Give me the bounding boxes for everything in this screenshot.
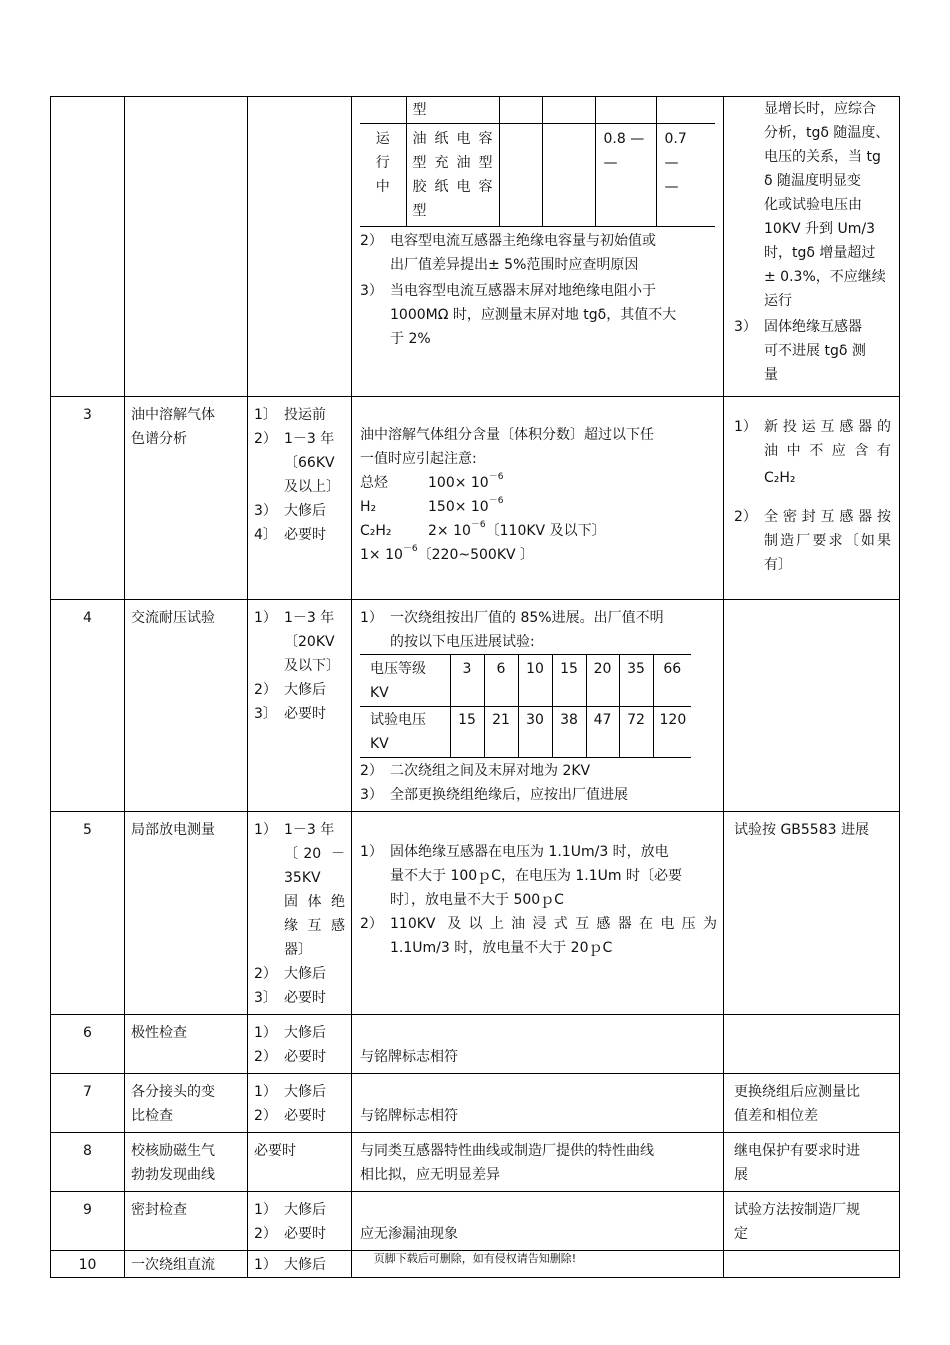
text-line: 35KV: [284, 870, 321, 886]
text-line: 〔20KV: [284, 634, 335, 650]
test-voltage-header: [360, 707, 450, 758]
list-marker: 1）: [254, 610, 277, 626]
text-line: 运行: [764, 293, 792, 309]
tgdelta-table: [360, 97, 715, 227]
list-marker: 2）: [254, 682, 277, 698]
text-line: 电容型电流互感器主绝缘电容量与初始值或: [390, 233, 656, 249]
test-items-table: [50, 96, 900, 1278]
list-item: [734, 315, 891, 387]
cell-num: 7: [51, 1074, 125, 1133]
list-marker: 2）: [254, 1226, 277, 1242]
text-line: 色谱分析: [131, 431, 187, 447]
cell-note: [724, 397, 900, 600]
cell-note: [724, 1015, 900, 1074]
text-line: —: [664, 179, 679, 195]
voltage-level-header: [360, 655, 450, 707]
page-footer: 页脚下载后可删除，如有侵权请告知删除!: [373, 1252, 577, 1265]
requirement-list: [360, 840, 717, 960]
text-line: ± 0.3%，不应继续: [764, 269, 886, 285]
text-line: 必要时: [284, 527, 326, 543]
gas-exponent: －6: [488, 472, 504, 482]
cell-cycle: [248, 97, 352, 397]
list-item: [254, 523, 345, 547]
text-line: 大修后: [284, 1257, 326, 1273]
cell-name: 极性检查: [125, 1015, 248, 1074]
text-line: 时，tgδ 增量超过: [764, 245, 876, 261]
text-line: 定: [734, 1226, 748, 1242]
list-item: [360, 229, 717, 277]
test-voltage-cell: 120: [653, 707, 691, 758]
text-line: 各分接头的变: [131, 1084, 215, 1100]
text-line: 器〕: [284, 942, 312, 958]
cycle-list: [254, 403, 345, 547]
list-item: [254, 499, 345, 523]
cell-num: 3: [51, 397, 125, 600]
cell-cycle: [248, 397, 352, 600]
inner-cell: [542, 124, 595, 227]
voltage-level-cell: 10: [518, 655, 552, 707]
cycle-list: [254, 1021, 345, 1069]
list-marker: 1）: [254, 1257, 277, 1273]
text-line: 展: [734, 1167, 748, 1183]
list-item: [254, 606, 345, 678]
text-line: 必要时: [284, 1226, 326, 1242]
list-item: [360, 606, 717, 654]
text-line: 必要时: [284, 990, 326, 1006]
text-line: 显增长时，应综合: [764, 101, 876, 117]
text-line: 化或试验电压由: [764, 197, 862, 213]
text-line: 量: [764, 367, 778, 383]
text-line: 缘互感: [284, 918, 345, 934]
inner-cell: [360, 97, 406, 124]
text-line: 制造厂要求〔如果: [764, 533, 891, 549]
list-marker: 1）: [254, 822, 277, 838]
cell-note: [724, 1192, 900, 1251]
text-line: 时〕，放电量不大于 500ｐC: [390, 892, 564, 908]
list-item: [254, 1222, 345, 1246]
gas-row: [360, 543, 717, 567]
inner-cell: [499, 97, 542, 124]
list-marker: 1）: [254, 1202, 277, 1218]
cycle-list: [254, 818, 345, 1010]
list-marker: 2）: [360, 233, 383, 249]
text-line: 电压等级: [370, 661, 426, 677]
text-line: 可不进展 tgδ 测: [764, 343, 866, 359]
cycle-list: [254, 1080, 345, 1128]
cell-cycle: [248, 1192, 352, 1251]
list-marker: 1）: [254, 1084, 277, 1100]
text-line: 大修后: [284, 503, 326, 519]
text-line: 0.7: [664, 131, 687, 147]
gas-row: [360, 471, 717, 495]
text-line: 新投运互感器的: [764, 419, 891, 435]
text-line: 固体绝: [284, 894, 345, 910]
list-item: [360, 759, 717, 783]
list-item: [254, 818, 345, 962]
cell-requirement: [352, 1192, 724, 1251]
cell-name: [125, 1133, 248, 1192]
list-marker: 4〕: [254, 527, 277, 543]
text-line: 全部更换绕组绝缘后，应按出厂值进展: [390, 787, 628, 803]
list-item: [254, 1080, 345, 1104]
list-item: [254, 1021, 345, 1045]
list-marker: 1〕: [254, 407, 277, 423]
test-voltage-cell: 38: [552, 707, 586, 758]
list-item: [360, 912, 717, 960]
list-marker: 3）: [360, 787, 383, 803]
text-line: 1.1Um/3 时，放电量不大于 20ｐC: [390, 940, 613, 956]
text-line: 1000MΩ 时，应测量末屏对地 tgδ，其值不大: [390, 307, 677, 323]
gas-exponent: －6: [402, 544, 418, 554]
gas-row: [360, 519, 717, 543]
text-line: 有〕: [764, 557, 792, 573]
cell-requirement: [352, 1133, 724, 1192]
inner-cell: [406, 124, 499, 227]
cell-num: 8: [51, 1133, 125, 1192]
cell-cycle: [248, 812, 352, 1015]
text-line: 量不大于 100ｐC，在电压为 1.1Um 时〔必要: [390, 868, 682, 884]
text-line: KV: [370, 736, 389, 752]
cell-requirement: [352, 1074, 724, 1133]
table-row: [51, 397, 900, 600]
cell-note: 试验按 GB5583 进展: [724, 812, 900, 1015]
table-row: [51, 1133, 900, 1192]
cell-note: [724, 1133, 900, 1192]
list-marker: 1）: [360, 610, 383, 626]
list-marker: 1）: [734, 419, 757, 435]
gas-exponent: －6: [488, 496, 504, 506]
text-line: 油中溶解气体: [131, 407, 215, 423]
list-item: [254, 403, 345, 427]
list-marker: 1）: [360, 844, 383, 860]
list-marker: 2）: [254, 1108, 277, 1124]
list-marker: 2）: [734, 509, 757, 525]
list-item: [360, 783, 717, 807]
text-line: 1－3 年: [284, 431, 335, 447]
list-item: [360, 279, 717, 351]
text-line: 及以下〕: [284, 658, 340, 674]
text-line: 油中溶解气体组分含量〔体积分数〕超过以下任: [360, 427, 654, 443]
cell-num: 4: [51, 600, 125, 812]
table-row: [51, 97, 900, 397]
text-line: 与铭牌标志相符: [360, 1108, 458, 1124]
text-line: 电压的关系，当 tg: [764, 149, 881, 165]
inner-cell: [499, 124, 542, 227]
text-line: 0.8 —: [603, 131, 645, 147]
cell-num: [51, 97, 125, 397]
cell-num: 9: [51, 1192, 125, 1251]
text-line: 大修后: [284, 1202, 326, 1218]
text-line: 110KV 及以上油浸式互感器在电压为: [390, 916, 717, 932]
text-line: 相比拟，应无明显差异: [360, 1167, 500, 1183]
text-line: 大修后: [284, 1084, 326, 1100]
inner-row: [360, 97, 715, 124]
text-line: 固体绝缘互感器在电压为 1.1Um/3 时，放电: [390, 844, 669, 860]
list-marker: 2）: [254, 966, 277, 982]
voltage-level-row: [360, 655, 691, 707]
list-item: [360, 840, 717, 912]
cell-note: [724, 1074, 900, 1133]
gas-exponent: －6: [470, 520, 486, 530]
list-marker: 3）: [360, 283, 383, 299]
text-line: 固体绝缘互感器: [764, 319, 862, 335]
text-line: 二次绕组之间及末屏对地为 2KV: [390, 763, 591, 779]
text-line: 比检查: [131, 1108, 173, 1124]
text-line: 型充油型: [412, 155, 493, 171]
text-line: 1－3 年: [284, 822, 335, 838]
text-line: 出厂值差异提出± 5%范围时应查明原因: [390, 257, 639, 273]
text-line: δ 随温度明显变: [764, 173, 862, 189]
test-voltage-cell: 72: [619, 707, 653, 758]
cell-name: [125, 1074, 248, 1133]
cell-name: 密封检查: [125, 1192, 248, 1251]
cell-requirement: [352, 397, 724, 600]
text-line: 型: [412, 203, 427, 219]
list-item: [254, 962, 345, 986]
test-voltage-cell: 21: [484, 707, 518, 758]
text-line: 值差和相位差: [734, 1108, 818, 1124]
test-voltage-cell: 30: [518, 707, 552, 758]
text-line: 试验方法按制造厂规: [734, 1202, 860, 1218]
text-line: 必要时: [284, 706, 326, 722]
text-line: 当电容型电流互感器末屏对地绝缘电阻小于: [390, 283, 656, 299]
gas-requirement: [360, 423, 717, 567]
cell-name: 交流耐压试验: [125, 600, 248, 812]
table-row: [51, 600, 900, 812]
text-line: 投运前: [284, 407, 326, 423]
inner-cell: 型: [406, 97, 499, 124]
list-marker: 3）: [734, 319, 757, 335]
cycle-list: [254, 606, 345, 726]
gas-range: 〔220~500KV 〕: [417, 547, 535, 563]
list-item: [254, 986, 345, 1010]
voltage-level-cell: 35: [619, 655, 653, 707]
inner-cell: [542, 97, 595, 124]
list-marker: 2）: [360, 763, 383, 779]
requirement-list: [360, 606, 717, 654]
cell-cycle: [248, 600, 352, 812]
cell-name: [125, 397, 248, 600]
text-line: 必要时: [284, 1049, 326, 1065]
gas-value: 150× 10: [428, 499, 489, 515]
inner-cell: [595, 97, 656, 124]
text-line: 大修后: [284, 682, 326, 698]
list-marker: 1）: [254, 1025, 277, 1041]
text-line: 油中不应含有: [764, 443, 891, 459]
voltage-level-cell: 66: [653, 655, 691, 707]
text-line: 大修后: [284, 966, 326, 982]
cell-requirement: [352, 1015, 724, 1074]
list-item: [254, 1045, 345, 1069]
text-line: 〔20 －: [284, 846, 345, 862]
gas-name: C₂H₂: [360, 523, 392, 539]
list-item: [254, 702, 345, 726]
list-marker: 2）: [254, 431, 277, 447]
table-row: [51, 1074, 900, 1133]
text-line: —: [603, 155, 618, 171]
note-list: [734, 315, 891, 387]
cell-requirement: [352, 600, 724, 812]
list-marker: 2）: [254, 1049, 277, 1065]
text-line: 继电保护有要求时进: [734, 1143, 860, 1159]
test-voltage-cell: 15: [450, 707, 484, 758]
text-line: 运: [375, 131, 390, 147]
text-line: 勃勃发现曲线: [131, 1167, 215, 1183]
cell-requirement: [352, 97, 724, 397]
cell-requirement: [352, 812, 724, 1015]
text-line: 〔66KV: [284, 455, 335, 471]
voltage-level-cell: 3: [450, 655, 484, 707]
gas-value: 2× 10: [428, 523, 471, 539]
table-row: [51, 1192, 900, 1251]
list-item: [254, 1198, 345, 1222]
text-line: 更换绕组后应测量比: [734, 1084, 860, 1100]
gas-name: H₂: [360, 499, 377, 515]
cell-cycle: 必要时: [248, 1133, 352, 1192]
list-item: [734, 415, 891, 493]
test-voltage-row: [360, 707, 691, 758]
text-line: 一次绕组按出厂值的 85%进展。出厂值不明: [390, 610, 664, 626]
cell-cycle: [248, 1074, 352, 1133]
text-line: 与铭牌标志相符: [360, 1049, 458, 1065]
gas-value: 100× 10: [428, 475, 489, 491]
inner-cell: [656, 97, 715, 124]
text-line: C₂H₂: [764, 470, 796, 486]
gas-range: 〔110KV 及以下〕: [485, 523, 606, 539]
list-marker: 2）: [360, 916, 383, 932]
cell-num: 10: [51, 1251, 125, 1278]
cell-num: 6: [51, 1015, 125, 1074]
list-item: [254, 1104, 345, 1128]
cell-note: [724, 600, 900, 812]
text-line: 试验电压: [370, 712, 426, 728]
requirement-list: [360, 759, 717, 807]
text-line: 校核励磁生气: [131, 1143, 215, 1159]
text-line: 及以上〕: [284, 479, 340, 495]
note-list: [734, 415, 891, 577]
test-voltage-table: [360, 654, 691, 758]
voltage-level-cell: 15: [552, 655, 586, 707]
text-line: 分析，tgδ 随温度、: [764, 125, 890, 141]
note-block: [734, 97, 891, 313]
text-line: 中: [375, 179, 390, 195]
gas-name: 总烃: [360, 475, 388, 491]
text-line: 行: [375, 155, 390, 171]
inner-row: [360, 124, 715, 227]
inner-cell: [656, 124, 715, 227]
test-voltage-cell: 47: [586, 707, 619, 758]
text-line: KV: [370, 685, 389, 701]
text-line: 的按以下电压进展试验:: [390, 634, 535, 650]
text-line: 胶纸电容: [412, 179, 493, 195]
cell-num: 5: [51, 812, 125, 1015]
text-line: 油纸电容: [412, 131, 493, 147]
gas-value: 1× 10: [360, 547, 403, 563]
text-line: 与同类互感器特性曲线或制造厂提供的特性曲线: [360, 1143, 654, 1159]
table-row: [51, 1015, 900, 1074]
cell-name: [125, 97, 248, 397]
cell-name: 一次绕组直流: [125, 1251, 248, 1278]
gas-row: [360, 495, 717, 519]
list-marker: 3〕: [254, 990, 277, 1006]
cell-name: 局部放电测量: [125, 812, 248, 1015]
list-item: [254, 678, 345, 702]
text-line: 全密封互感器按: [764, 509, 891, 525]
list-marker: 3）: [254, 503, 277, 519]
text-line: 1－3 年: [284, 610, 335, 626]
list-marker: 3〕: [254, 706, 277, 722]
requirement-list: [360, 229, 717, 351]
list-item: [254, 427, 345, 499]
text-line: —: [664, 155, 679, 171]
inner-cell: [360, 124, 406, 227]
voltage-level-cell: 20: [586, 655, 619, 707]
cell-note: [724, 97, 900, 397]
cycle-list: [254, 1198, 345, 1246]
inner-cell: [595, 124, 656, 227]
table-row: [51, 812, 900, 1015]
text-line: 一值时应引起注意:: [360, 451, 477, 467]
voltage-level-cell: 6: [484, 655, 518, 707]
text-line: 10KV 升到 Um/3: [764, 221, 875, 237]
list-item: [734, 505, 891, 577]
text-line: 必要时: [284, 1108, 326, 1124]
text-line: 于 2%: [390, 331, 431, 347]
text-line: 应无渗漏油现象: [360, 1226, 458, 1242]
cell-cycle: [248, 1015, 352, 1074]
text-line: 大修后: [284, 1025, 326, 1041]
